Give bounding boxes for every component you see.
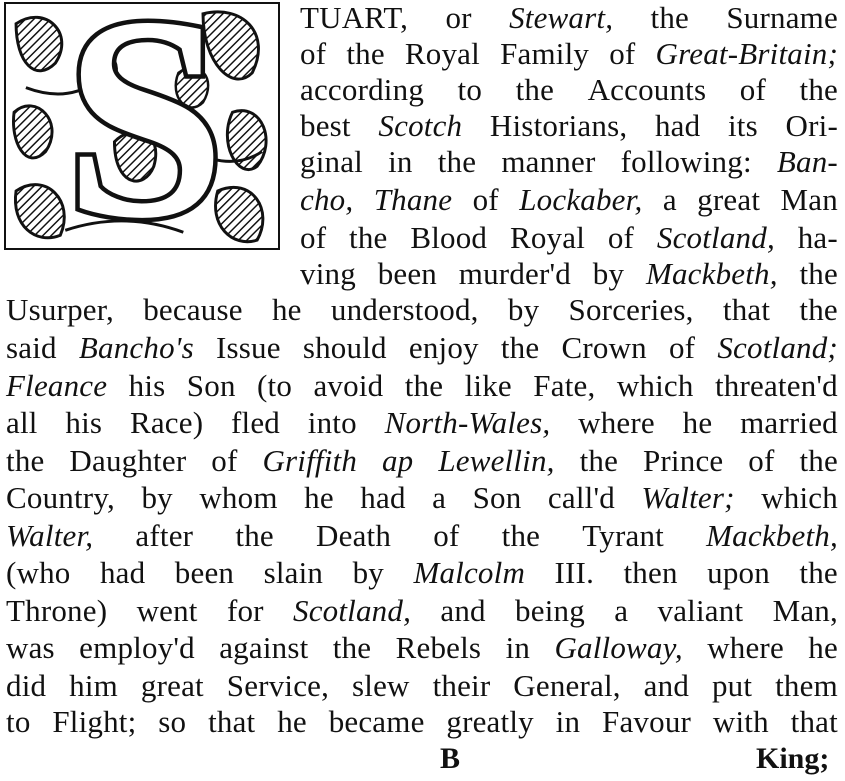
word: Son	[186, 368, 236, 403]
word: ap	[381, 443, 414, 478]
word: then	[623, 555, 678, 590]
word: call'd	[547, 480, 615, 515]
text-line	[6, 443, 838, 479]
text-line	[6, 405, 838, 441]
word: ha-	[797, 220, 838, 255]
word: in	[555, 704, 581, 739]
word: Flight;	[52, 704, 137, 739]
word: Country,	[6, 480, 115, 515]
word: its	[727, 108, 758, 143]
word: Mackbeth,	[645, 256, 778, 291]
word: like	[464, 368, 512, 403]
word: of	[748, 443, 775, 478]
word: following:	[620, 144, 752, 179]
word: Galloway,	[554, 630, 683, 665]
word: all	[6, 405, 38, 440]
word: Royal	[509, 220, 586, 255]
word: said	[6, 330, 57, 365]
word: and	[643, 668, 690, 703]
word: by	[141, 480, 173, 515]
word: the	[6, 443, 45, 478]
word: put	[711, 668, 753, 703]
word: Man	[780, 182, 838, 217]
word: into	[307, 405, 357, 440]
word: he	[682, 405, 713, 440]
word: for	[226, 593, 264, 628]
word: the	[799, 256, 838, 291]
word: by	[507, 292, 540, 327]
word: Man,	[772, 593, 838, 628]
word: Great-Britain;	[655, 36, 838, 71]
word: best	[300, 108, 351, 143]
word: being	[515, 593, 585, 628]
word: Malcolm	[413, 555, 526, 590]
word: Historians,	[489, 108, 628, 143]
word: upon	[707, 555, 770, 590]
word: employ'd	[79, 630, 195, 665]
word: murder'd	[458, 256, 571, 291]
word: Griffith	[262, 443, 358, 478]
word: of	[668, 330, 696, 365]
word: had	[360, 480, 406, 515]
word: he	[277, 704, 307, 739]
text-line	[300, 182, 838, 218]
word: Prince	[642, 443, 724, 478]
text-line	[6, 292, 838, 328]
word: a	[662, 182, 677, 217]
word: Death	[316, 518, 392, 553]
word: Accounts	[587, 72, 707, 107]
text-line	[6, 555, 838, 591]
word: TUART,	[300, 0, 409, 35]
word: cho,	[300, 182, 354, 217]
word: was	[6, 630, 55, 665]
word: or	[445, 0, 472, 35]
word: their	[432, 668, 491, 703]
word: to	[457, 72, 483, 107]
word: the	[404, 368, 444, 403]
word: him	[69, 668, 118, 703]
word: greatly	[446, 704, 534, 739]
word: whom	[199, 480, 278, 515]
word: Scotland,	[293, 593, 412, 628]
word: Bancho's	[78, 330, 194, 365]
word: in	[388, 144, 413, 179]
word: that	[722, 292, 771, 327]
word: he	[271, 292, 302, 327]
word: had	[654, 108, 701, 143]
word: Service,	[226, 668, 330, 703]
word: which	[761, 480, 838, 515]
word: of	[211, 443, 238, 478]
word: the	[579, 443, 619, 478]
word: went	[136, 593, 198, 628]
word: that	[790, 704, 838, 739]
word: a	[614, 593, 629, 628]
word: enjoy	[408, 330, 479, 365]
word: where	[707, 630, 784, 665]
word: should	[302, 330, 387, 365]
word: Ban-	[776, 144, 838, 179]
word: Family	[500, 36, 590, 71]
word: Favour	[602, 704, 692, 739]
word: in	[505, 630, 531, 665]
text-line	[300, 256, 838, 292]
word: been	[174, 555, 235, 590]
word: of	[433, 518, 460, 553]
word: avoid	[313, 368, 384, 403]
word: Sorceries,	[568, 292, 694, 327]
word: of	[739, 72, 766, 107]
text-line	[300, 144, 838, 180]
word: the	[501, 518, 541, 553]
word: the	[332, 630, 372, 665]
word: the	[799, 555, 838, 590]
word: the	[515, 72, 555, 107]
word: Walter;	[641, 480, 735, 515]
word: Fleance	[6, 368, 108, 403]
word: had	[99, 555, 146, 590]
word: the	[235, 518, 274, 553]
word: a	[432, 480, 447, 515]
word: against	[219, 630, 309, 665]
word: after	[135, 518, 194, 553]
word: he	[808, 630, 838, 665]
word: and	[440, 593, 486, 628]
word: of	[609, 36, 636, 71]
word: (to	[257, 368, 293, 403]
text-line	[300, 220, 838, 256]
word: ginal	[300, 144, 363, 179]
word: ving	[300, 256, 356, 291]
word: the	[799, 72, 838, 107]
catchword: King;	[756, 742, 830, 775]
word: Scotland;	[717, 330, 838, 365]
word: slain	[263, 555, 324, 590]
word: Son	[472, 480, 522, 515]
word: where	[578, 405, 655, 440]
word: which	[616, 368, 694, 403]
word: by	[592, 256, 625, 291]
word: great	[697, 182, 761, 217]
word: Scotch	[378, 108, 463, 143]
word: he	[304, 480, 334, 515]
text-line	[300, 36, 838, 72]
word: the	[650, 0, 689, 35]
text-line	[300, 72, 838, 108]
word: Usurper,	[6, 292, 114, 327]
word: Fate,	[533, 368, 596, 403]
word: threaten'd	[714, 368, 838, 403]
word: (who	[6, 555, 71, 590]
word: Rebels	[395, 630, 482, 665]
ornamental-initial	[4, 2, 280, 250]
word: of	[300, 36, 327, 71]
word: married	[740, 405, 838, 440]
word: the	[799, 292, 838, 327]
text-line	[6, 480, 838, 516]
word: the	[349, 220, 388, 255]
word: valiant	[657, 593, 744, 628]
word: Daughter	[69, 443, 187, 478]
word: became	[328, 704, 425, 739]
text-line	[6, 630, 838, 666]
word: Thane	[373, 182, 453, 217]
text-line	[6, 330, 838, 366]
word: Lewellin,	[438, 443, 555, 478]
word: Blood	[410, 220, 488, 255]
word: Race)	[129, 405, 204, 440]
word: understood,	[330, 292, 479, 327]
word: Crown	[561, 330, 647, 365]
word: the	[500, 330, 540, 365]
word: Mackbeth,	[706, 518, 838, 553]
word: by	[352, 555, 384, 590]
word: to	[6, 704, 31, 739]
word: that	[208, 704, 256, 739]
text-line	[6, 668, 838, 704]
word: Scotland,	[656, 220, 775, 255]
word: been	[377, 256, 438, 291]
word: because	[143, 292, 243, 327]
word: his	[128, 368, 166, 403]
text-line	[300, 108, 838, 144]
word: the	[437, 144, 477, 179]
word: Tyrant	[582, 518, 664, 553]
word: III.	[554, 555, 595, 590]
word: Throne)	[6, 593, 108, 628]
word: fled	[231, 405, 280, 440]
word: Ori-	[785, 108, 838, 143]
text-line	[6, 593, 838, 629]
word: manner	[501, 144, 596, 179]
text-line	[300, 0, 838, 36]
text-line	[6, 704, 838, 740]
word: of	[472, 182, 499, 217]
word: with	[712, 704, 769, 739]
word: great	[140, 668, 204, 703]
text-line	[6, 518, 838, 554]
word: did	[6, 668, 47, 703]
word: them	[775, 668, 838, 703]
word: slew	[352, 668, 410, 703]
drop-cap-letter: S	[64, 2, 226, 250]
word: Royal	[404, 36, 480, 71]
text-line	[6, 368, 838, 404]
word: Surname	[726, 0, 838, 35]
word: his	[65, 405, 103, 440]
word: the	[799, 443, 838, 478]
word: Issue	[216, 330, 281, 365]
word: of	[607, 220, 635, 255]
word: North-Wales,	[384, 405, 551, 440]
word: Lockaber,	[519, 182, 643, 217]
word: the	[346, 36, 385, 71]
signature-mark: B	[440, 742, 461, 775]
word: Walter,	[6, 518, 94, 553]
word: of	[300, 220, 327, 255]
word: Stewart,	[509, 0, 614, 35]
word: so	[158, 704, 187, 739]
word: according	[300, 72, 425, 107]
word: General,	[513, 668, 621, 703]
